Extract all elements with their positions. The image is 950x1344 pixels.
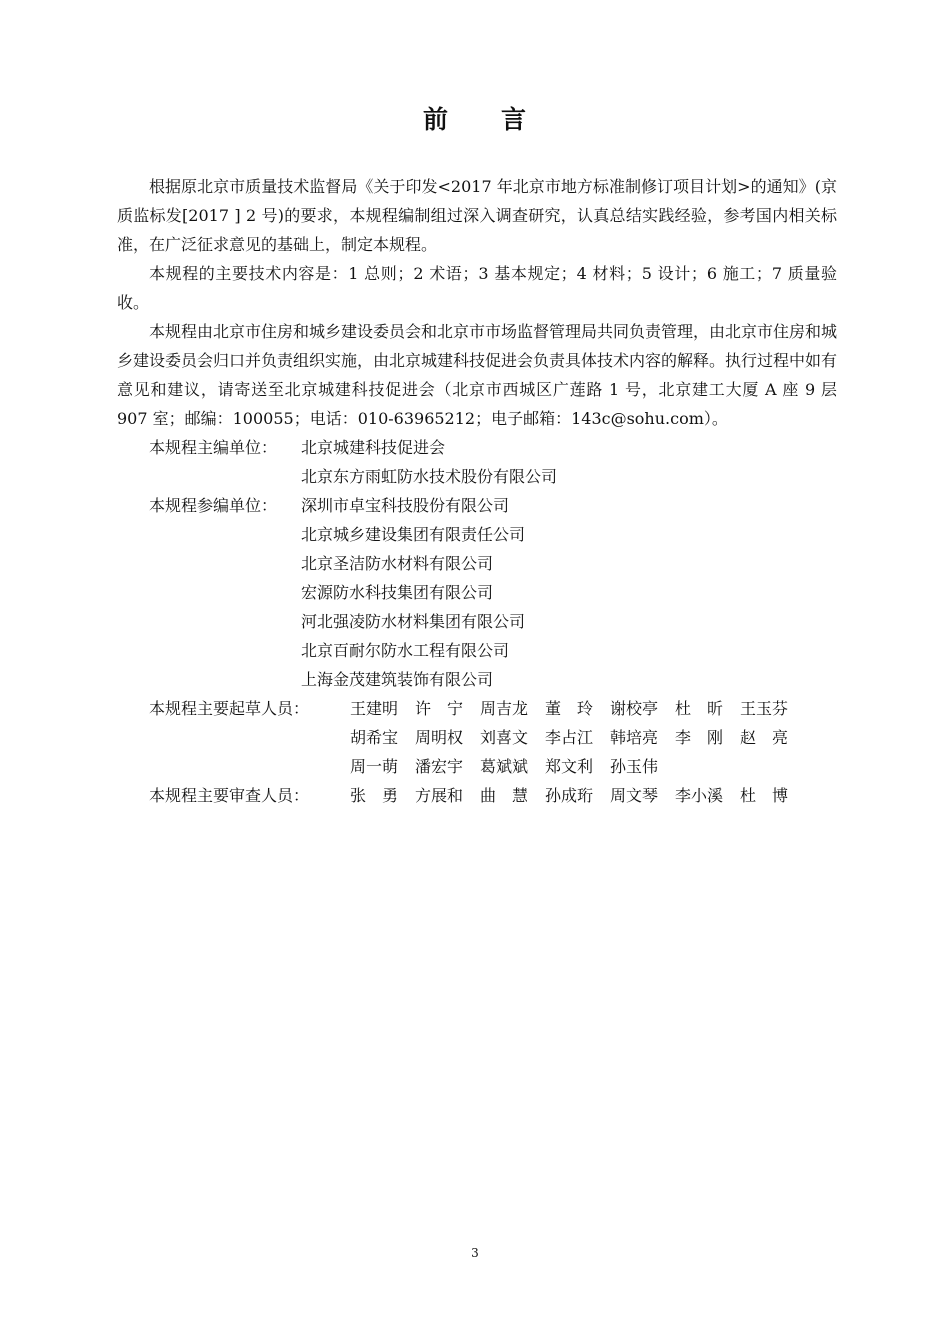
participating-unit-item: 北京百耐尔防水工程有限公司 xyxy=(301,641,510,660)
drafter-name: 董 玲 xyxy=(545,699,594,718)
page-title xyxy=(0,103,950,137)
reviewers-names xyxy=(350,781,805,810)
participating-units-label: 本规程参编单位： xyxy=(149,496,278,515)
chief-unit-row xyxy=(117,462,837,491)
reviewers-row xyxy=(117,781,837,810)
participating-unit-row xyxy=(117,607,837,636)
reviewer-name: 方展和 xyxy=(415,786,464,805)
participating-unit-item: 河北强凌防水材料集团有限公司 xyxy=(301,612,526,631)
chief-units-section xyxy=(117,433,837,491)
reviewer-name: 孙成珩 xyxy=(545,786,594,805)
page-title-left: 前 xyxy=(422,105,449,134)
drafters-section xyxy=(117,694,837,781)
drafter-name: 郑文利 xyxy=(545,757,594,776)
drafter-name: 李占江 xyxy=(545,728,594,747)
participating-unit-row xyxy=(117,665,837,694)
preface-body xyxy=(117,172,837,810)
chief-units-label: 本规程主编单位： xyxy=(149,438,278,457)
chief-unit-item: 北京城建科技促进会 xyxy=(301,438,446,457)
drafter-name: 李 刚 xyxy=(675,728,724,747)
reviewers-section xyxy=(117,781,837,810)
drafter-name: 王建明 xyxy=(350,699,399,718)
paragraph-contents: 本规程的主要技术内容是：1 总则；2 术语；3 基本规定；4 材料；5 设计；6 施工；7 质量验收。 xyxy=(117,264,837,312)
reviewer-name: 周文琴 xyxy=(610,786,659,805)
reviewer-name: 曲 慧 xyxy=(480,786,529,805)
participating-unit-row xyxy=(117,491,837,520)
participating-unit-item: 北京城乡建设集团有限责任公司 xyxy=(301,525,526,544)
drafters-row xyxy=(117,723,837,752)
drafter-name: 孙玉伟 xyxy=(610,757,659,776)
participating-unit-item: 上海金茂建筑装饰有限公司 xyxy=(301,670,494,689)
drafters-label: 本规程主要起草人员： xyxy=(149,699,310,718)
reviewer-name: 李小溪 xyxy=(675,786,724,805)
reviewer-name: 张 勇 xyxy=(350,786,399,805)
drafters-names xyxy=(350,723,805,752)
drafters-row xyxy=(117,752,837,781)
drafter-name: 胡希宝 xyxy=(350,728,399,747)
chief-unit-row xyxy=(117,433,837,462)
participating-unit-row xyxy=(117,636,837,665)
page-title-right: 言 xyxy=(501,105,528,134)
drafter-name: 赵 亮 xyxy=(740,728,789,747)
paragraph-management: 本规程由北京市住房和城乡建设委员会和北京市市场监督管理局共同负责管理，由北京市住房和城乡建设委员会归口并负责组织实施，由北京城建科技促进会负责具体技术内容的解释。执行过程中如有意见和建议，请寄送至北京城建科技促进会（北京市西城区广莲路 1 号，北京建工大厦 A 座 9 层 907 室；邮编：100055；电话：010-63965212；电子邮箱：143c@sohu.com）。 xyxy=(117,322,838,428)
drafter-name: 周一萌 xyxy=(350,757,399,776)
drafter-name: 刘喜文 xyxy=(480,728,529,747)
drafter-name: 许 宁 xyxy=(415,699,464,718)
participating-units-section xyxy=(117,491,837,694)
drafter-name: 王玉芬 xyxy=(740,699,789,718)
paragraph-basis: 根据原北京市质量技术监督局《关于印发<2017 年北京市地方标准制修订项目计划>的通知》(京质监标发[2017 ] 2 号)的要求，本规程编制组过深入调查研究，认真总结实践经验，参考国内相关标准，在广泛征求意见的基础上，制定本规程。 xyxy=(117,177,837,254)
participating-unit-item: 宏源防水科技集团有限公司 xyxy=(301,583,494,602)
chief-unit-item: 北京东方雨虹防水技术股份有限公司 xyxy=(301,467,558,486)
participating-unit-item: 北京圣洁防水材料有限公司 xyxy=(301,554,494,573)
drafter-name: 周明权 xyxy=(415,728,464,747)
participating-unit-row xyxy=(117,578,837,607)
drafter-name: 韩培亮 xyxy=(610,728,659,747)
reviewers-label: 本规程主要审查人员： xyxy=(149,786,310,805)
participating-unit-row xyxy=(117,520,837,549)
drafters-row xyxy=(117,694,837,723)
drafter-name: 潘宏宇 xyxy=(415,757,464,776)
participating-unit-item: 深圳市卓宝科技股份有限公司 xyxy=(301,496,510,515)
drafter-name: 周吉龙 xyxy=(480,699,529,718)
drafter-name: 谢校亭 xyxy=(610,699,659,718)
drafters-names xyxy=(350,752,675,781)
reviewer-name: 杜 博 xyxy=(740,786,789,805)
participating-unit-row xyxy=(117,549,837,578)
drafter-name: 杜 昕 xyxy=(675,699,724,718)
page-number: 3 xyxy=(471,1246,479,1260)
drafters-names xyxy=(350,694,805,723)
drafter-name: 葛斌斌 xyxy=(480,757,529,776)
